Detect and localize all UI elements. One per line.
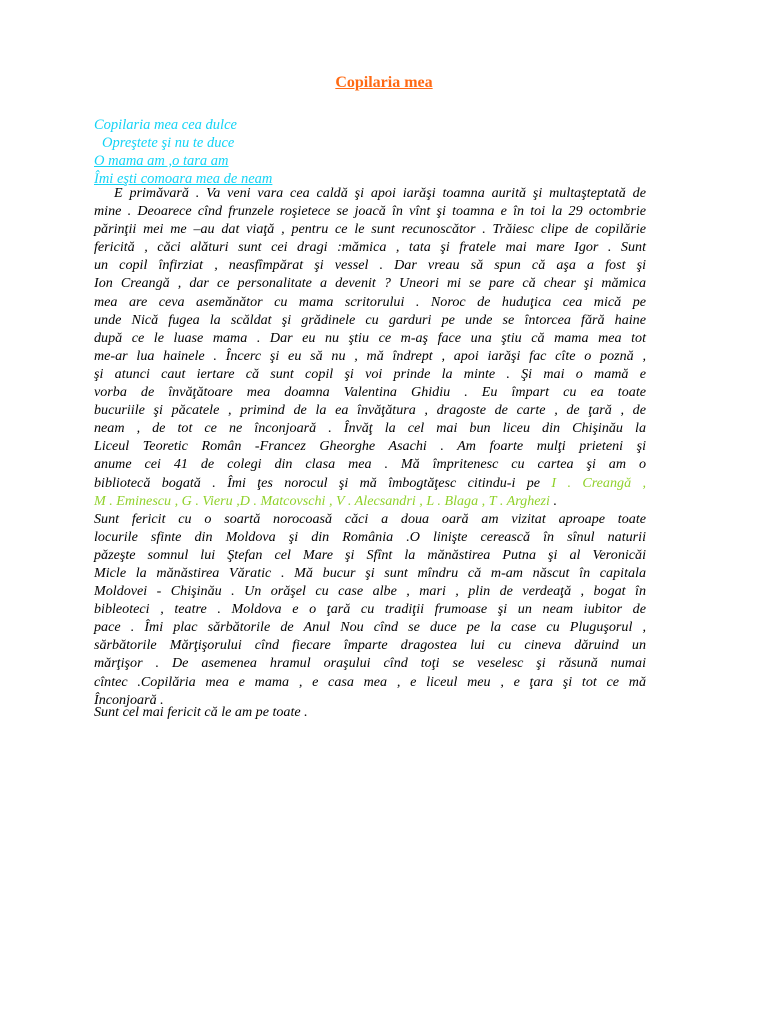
body-line: unde Nică fugea la scăldat şi grădinele cu garduri pe unde se întorcea fără haine (94, 311, 646, 328)
body-line: păzeşte somnul lui Ştefan cel Mare şi Sfînt la mănăstirea Putna şi al Veronicăi (94, 546, 646, 563)
body-line: Înconjoară . (94, 691, 164, 708)
author-names-inline: I . Creangă , (551, 474, 646, 491)
body-line: Moldovei - Chişinău . Un orăşel cu case albe , mari , plin de verdeaţă , bogat în (94, 583, 646, 600)
body-line: Ion Creangă , dar ce personalitate a devenit ? Uneori mi se pare că chear şi mămica (94, 275, 646, 292)
author-names: M . Eminescu , G . Vieru ,D . Matcovschi , V . Alecsandri , L . Blaga , T . Arghezi (94, 492, 550, 509)
body-line: mine . Deoarece cînd frunzele roşietece se joacă în vînt şi toamna e în toi la 29 octombrie (94, 203, 646, 220)
body-line: me-ar lua hainele . Încerc şi eu să nu , mă îndrept , apoi iarăşi fac cîte o poznă , (94, 347, 646, 364)
authors-line (94, 492, 646, 510)
body-line: mea are ceva asemănător cu mama scritorului . Noroc de huduţica cea mică pe (94, 293, 646, 310)
body-line: după ce le luase mama . Dar eu nu ştiu ce m-aş face una ştiu că mama mea tot (94, 329, 646, 346)
body-line: neam , de tot ce ne înconjoară . Învăţ la cel mai bun liceu din Chişinău la (94, 420, 646, 437)
body-line: E primăvară . Va veni vara cea caldă şi apoi iarăşi toamna aurită şi multaşteptată de (114, 185, 646, 201)
poem-line-3: O mama am ,o tara am (94, 153, 229, 169)
body-line: Micle la mănăstirea Văratic . Mă bucur şi sunt mîndru că m-am născut în capitala (94, 564, 646, 581)
poem-line-1: Copilaria mea cea dulce (94, 117, 237, 133)
body-line: fericită , căci alături sunt cei dragi :mămica , tata şi fratele mai mare Igor . Sunt (94, 239, 646, 256)
body-line: anume cei 41 de colegi din clasa mea . Mă împritenesc cu cartea şi am o (94, 456, 646, 473)
body-line: bucuriile şi păcatele , primind de la ea învăţătura , dragoste de carte , de ţară , de (94, 402, 646, 419)
body-line: Sunt fericit cu o soartă norocoasă căci a doua oară am vizitat aproape toate (94, 510, 646, 527)
body-line: un copil înfirziat , neasfîmpărat şi vessel . Dar vreau să spun că aşa a fost şi (94, 257, 646, 274)
body-line: cîntec .Copilăria mea e mama , e casa mea , e liceul meu , e ţara şi tot ce mă (94, 673, 646, 690)
body-line: mărţişor . De asemenea hramul oraşului cînd toţi se veselesc şi răsună numai (94, 655, 646, 672)
body-line: bibleoteci , teatre . Moldova e o ţară cu tradiţii frumoase şi un neam iubitor de (94, 601, 646, 618)
closing-sentence: Sunt cel mai fericit că le am pe toate . (94, 704, 308, 720)
body-line: sărbătorile Mărţişorului cînd fiecare împarte dragostea lui cu cineva dăruind un (94, 637, 646, 654)
body-line: părinţii mei me –au dat viaţă , pentru ce le sunt recunoscător . Trăiesc clipe de copilărie (94, 221, 646, 238)
authors-line-end: . (549, 492, 557, 509)
body-line: vorba de învăţătoare mea doamna Valentina Ghidiu . Eu împart cu ea toate (94, 384, 646, 401)
essay-body (94, 184, 646, 709)
poem-line-2: Opreştete şi nu te duce (102, 135, 235, 151)
body-line-text: bibliotecă bogată . Îmi ţes norocul şi mă îmbogtăţesc citindu-i pe (94, 474, 552, 491)
body-line: Liceul Teoretic Român -Francez Gheorghe Asachi . Am foarte mulţi prieteni şi (94, 438, 646, 455)
poem-block (94, 116, 272, 188)
document-title: Copilaria mea (335, 74, 433, 91)
body-line: pace . Îmi plac sărbătorile de Anul Nou cînd se duce pe la case cu Pluguşorul , (94, 619, 646, 636)
body-line: şi atunci caut iertare că sunt copil şi voi prinde la minte . Şi mai o mamă e (94, 365, 646, 382)
poem-line-4: Îmi eşti comoara mea de neam (94, 171, 273, 187)
body-line: locurile sfinte din Moldova şi din România .O linişte cerească în sînul naturii (94, 528, 646, 545)
body-line-with-authors (94, 474, 646, 492)
